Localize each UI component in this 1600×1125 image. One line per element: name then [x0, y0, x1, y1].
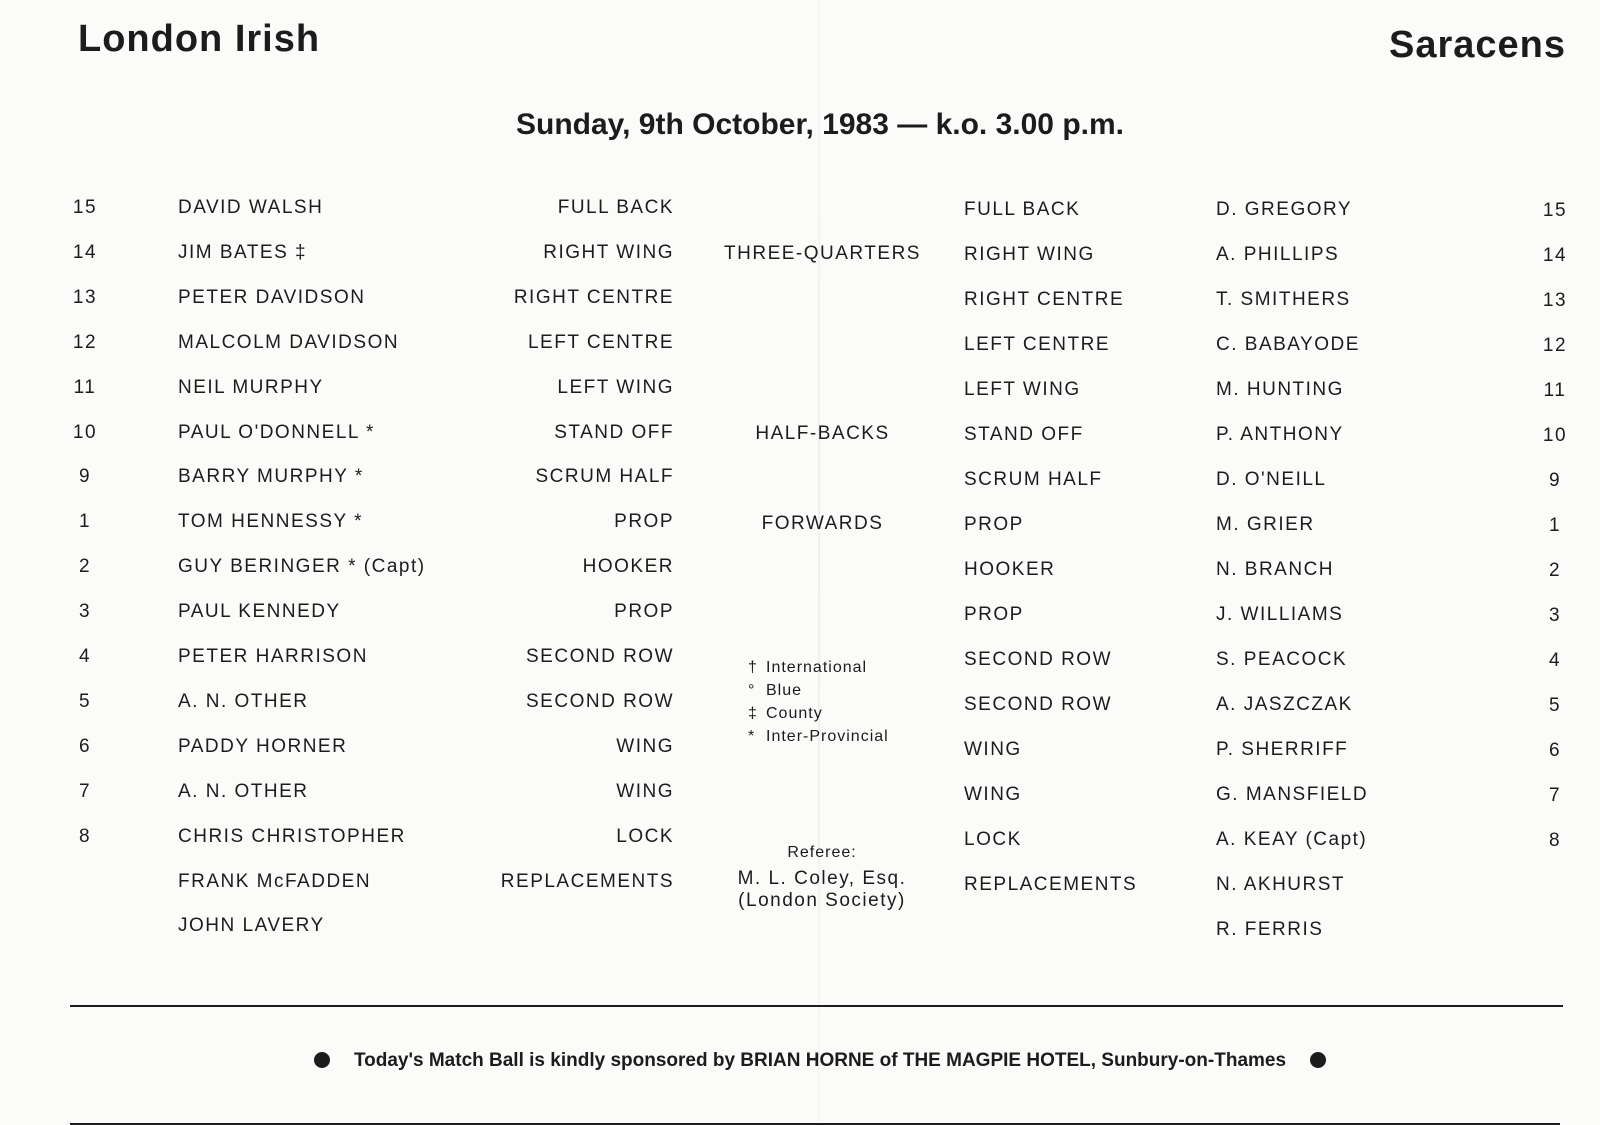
home-position: FULL BACK — [557, 197, 674, 218]
referee-society: (London Society) — [738, 890, 906, 911]
away-shirt-number: 8 — [1548, 830, 1562, 852]
away-shirt-number: 2 — [1548, 560, 1562, 582]
section-label: FORWARDS — [761, 513, 884, 535]
table-row — [0, 418, 1600, 448]
home-shirt-number: 15 — [72, 197, 98, 218]
away-shirt-number: 15 — [1542, 200, 1568, 221]
home-shirt-number: 3 — [78, 601, 92, 623]
bullet-icon — [314, 1052, 330, 1068]
home-position: RIGHT WING — [543, 241, 674, 263]
home-shirt-number: 7 — [78, 780, 92, 802]
home-shirt-number: 9 — [78, 466, 92, 488]
home-position: LEFT WING — [557, 376, 674, 398]
away-player-name: D. O'NEILL — [1216, 469, 1327, 491]
home-player-name: JOHN LAVERY — [178, 915, 325, 937]
home-position: REPLACEMENTS — [500, 870, 674, 892]
key-label: Inter-Provincial — [766, 728, 889, 745]
home-position: PROP — [614, 601, 674, 623]
home-position: HOOKER — [582, 556, 674, 578]
away-player-name: P. SHERRIFF — [1216, 739, 1349, 761]
away-player-name: N. AKHURST — [1216, 874, 1346, 896]
key-item — [748, 725, 889, 748]
away-position: FULL BACK — [964, 199, 1081, 220]
home-player-name: TOM HENNESSY * — [178, 511, 364, 533]
away-player-name: T. SMITHERS — [1216, 289, 1351, 311]
key-label: Blue — [766, 682, 803, 699]
home-shirt-number: 4 — [78, 646, 92, 667]
key-item — [748, 679, 889, 702]
key-label: International — [766, 659, 868, 676]
home-position: LOCK — [616, 825, 674, 847]
table-row — [0, 373, 1600, 403]
away-position: WING — [964, 739, 1022, 761]
home-team-title: London Irish — [78, 18, 321, 60]
key-item — [748, 656, 889, 679]
away-player-name: C. BABAYODE — [1216, 334, 1360, 356]
home-position: SECOND ROW — [526, 690, 674, 712]
home-position: STAND OFF — [554, 421, 674, 443]
home-player-name: PAUL O'DONNELL * — [178, 421, 375, 443]
home-player-name: BARRY MURPHY * — [178, 466, 364, 488]
home-position: RIGHT CENTRE — [513, 286, 674, 308]
away-shirt-number: 5 — [1548, 695, 1562, 717]
away-team-title: Saracens — [1388, 24, 1566, 66]
home-player-name: GUY BERINGER * (Capt) — [178, 556, 426, 578]
away-player-name: N. BRANCH — [1216, 559, 1335, 581]
home-position: LEFT CENTRE — [527, 331, 674, 353]
symbol-key — [748, 656, 889, 748]
bullet-icon — [1310, 1052, 1326, 1068]
away-shirt-number: 12 — [1542, 335, 1568, 357]
home-shirt-number: 11 — [73, 376, 97, 398]
home-player-name: PAUL KENNEDY — [178, 601, 341, 623]
table-row — [0, 328, 1600, 358]
away-shirt-number: 14 — [1542, 245, 1568, 266]
section-label: THREE-QUARTERS — [724, 243, 921, 264]
away-player-name: A. PHILLIPS — [1216, 244, 1340, 265]
table-row — [0, 597, 1600, 627]
away-player-name: A. KEAY (Capt) — [1216, 829, 1368, 851]
away-position: REPLACEMENTS — [964, 874, 1138, 896]
referee-name: M. L. Coley, Esq. — [737, 868, 907, 889]
referee-block — [722, 842, 922, 912]
home-shirt-number: 2 — [78, 556, 92, 578]
away-position: SECOND ROW — [964, 649, 1112, 671]
away-position: RIGHT WING — [964, 244, 1095, 265]
key-symbol: * — [748, 728, 756, 745]
table-row — [0, 777, 1600, 807]
away-shirt-number: 10 — [1542, 425, 1568, 447]
table-row — [0, 552, 1600, 582]
table-row — [0, 911, 1600, 941]
away-position: LOCK — [964, 829, 1022, 851]
key-item — [748, 702, 889, 725]
away-player-name: J. WILLIAMS — [1216, 604, 1344, 626]
away-player-name: A. JASZCZAK — [1216, 694, 1353, 716]
home-player-name: DAVID WALSH — [178, 197, 324, 218]
table-row — [0, 462, 1600, 492]
away-position: PROP — [964, 604, 1024, 626]
home-shirt-number: 8 — [78, 825, 92, 847]
home-player-name: CHRIS CHRISTOPHER — [178, 825, 406, 847]
away-position: WING — [964, 784, 1022, 806]
away-player-name: M. GRIER — [1216, 514, 1315, 536]
away-shirt-number: 4 — [1548, 650, 1562, 672]
home-shirt-number: 10 — [72, 421, 98, 443]
away-position: RIGHT CENTRE — [964, 289, 1125, 311]
table-row — [0, 193, 1600, 223]
home-position: WING — [616, 780, 674, 802]
home-position: WING — [616, 735, 674, 757]
home-player-name: PETER DAVIDSON — [178, 286, 366, 308]
away-shirt-number: 1 — [1548, 515, 1562, 537]
divider-top — [70, 1005, 1563, 1007]
sponsor-text: Today's Match Ball is kindly sponsored by BRIAN HORNE of THE MAGPIE HOTEL, Sunbury-on-Thames — [353, 1050, 1287, 1071]
away-shirt-number: 7 — [1548, 785, 1562, 807]
away-shirt-number: 13 — [1542, 290, 1568, 312]
home-shirt-number: 13 — [72, 286, 98, 308]
table-row — [0, 283, 1600, 313]
away-shirt-number: 11 — [1543, 380, 1567, 402]
table-row — [0, 238, 1600, 268]
home-shirt-number: 5 — [78, 690, 92, 712]
referee-label: Referee: — [787, 844, 857, 861]
away-player-name: M. HUNTING — [1216, 379, 1344, 401]
home-player-name: JIM BATES ‡ — [178, 241, 308, 263]
away-shirt-number: 6 — [1548, 740, 1562, 762]
away-shirt-number: 9 — [1548, 470, 1562, 492]
away-position: SCRUM HALF — [964, 469, 1103, 491]
away-position: HOOKER — [964, 559, 1056, 581]
home-player-name: NEIL MURPHY — [178, 376, 324, 398]
home-player-name: MALCOLM DAVIDSON — [178, 331, 400, 353]
home-player-name: A. N. OTHER — [178, 780, 309, 802]
away-position: LEFT CENTRE — [964, 334, 1111, 356]
away-player-name: P. ANTHONY — [1216, 424, 1344, 446]
away-player-name: G. MANSFIELD — [1216, 784, 1369, 806]
away-shirt-number: 3 — [1548, 605, 1562, 627]
table-row — [0, 507, 1600, 537]
key-label: County — [766, 705, 823, 722]
home-player-name: PETER HARRISON — [178, 646, 368, 667]
away-position: STAND OFF — [964, 424, 1084, 446]
away-player-name: S. PEACOCK — [1216, 649, 1348, 671]
home-shirt-number: 6 — [78, 735, 92, 757]
home-player-name: PADDY HORNER — [178, 735, 348, 757]
match-date: Sunday, 9th October, 1983 — k.o. 3.00 p.m. — [516, 108, 1124, 141]
home-position: SCRUM HALF — [535, 466, 674, 488]
away-player-name: D. GREGORY — [1216, 199, 1353, 220]
away-position: SECOND ROW — [964, 694, 1112, 716]
home-position: PROP — [614, 511, 674, 533]
away-player-name: R. FERRIS — [1216, 919, 1324, 941]
home-shirt-number: 1 — [78, 511, 92, 533]
home-player-name: FRANK McFADDEN — [178, 870, 372, 892]
sponsor-line — [0, 1050, 1600, 1072]
key-symbol: † — [748, 659, 758, 676]
section-label: HALF-BACKS — [755, 423, 890, 445]
key-symbol: ° — [748, 682, 756, 699]
home-shirt-number: 14 — [72, 241, 98, 263]
away-position: PROP — [964, 514, 1024, 536]
home-position: SECOND ROW — [526, 646, 674, 667]
away-position: LEFT WING — [964, 379, 1081, 401]
home-shirt-number: 12 — [72, 331, 98, 353]
key-symbol: ‡ — [748, 705, 758, 722]
home-player-name: A. N. OTHER — [178, 690, 309, 712]
